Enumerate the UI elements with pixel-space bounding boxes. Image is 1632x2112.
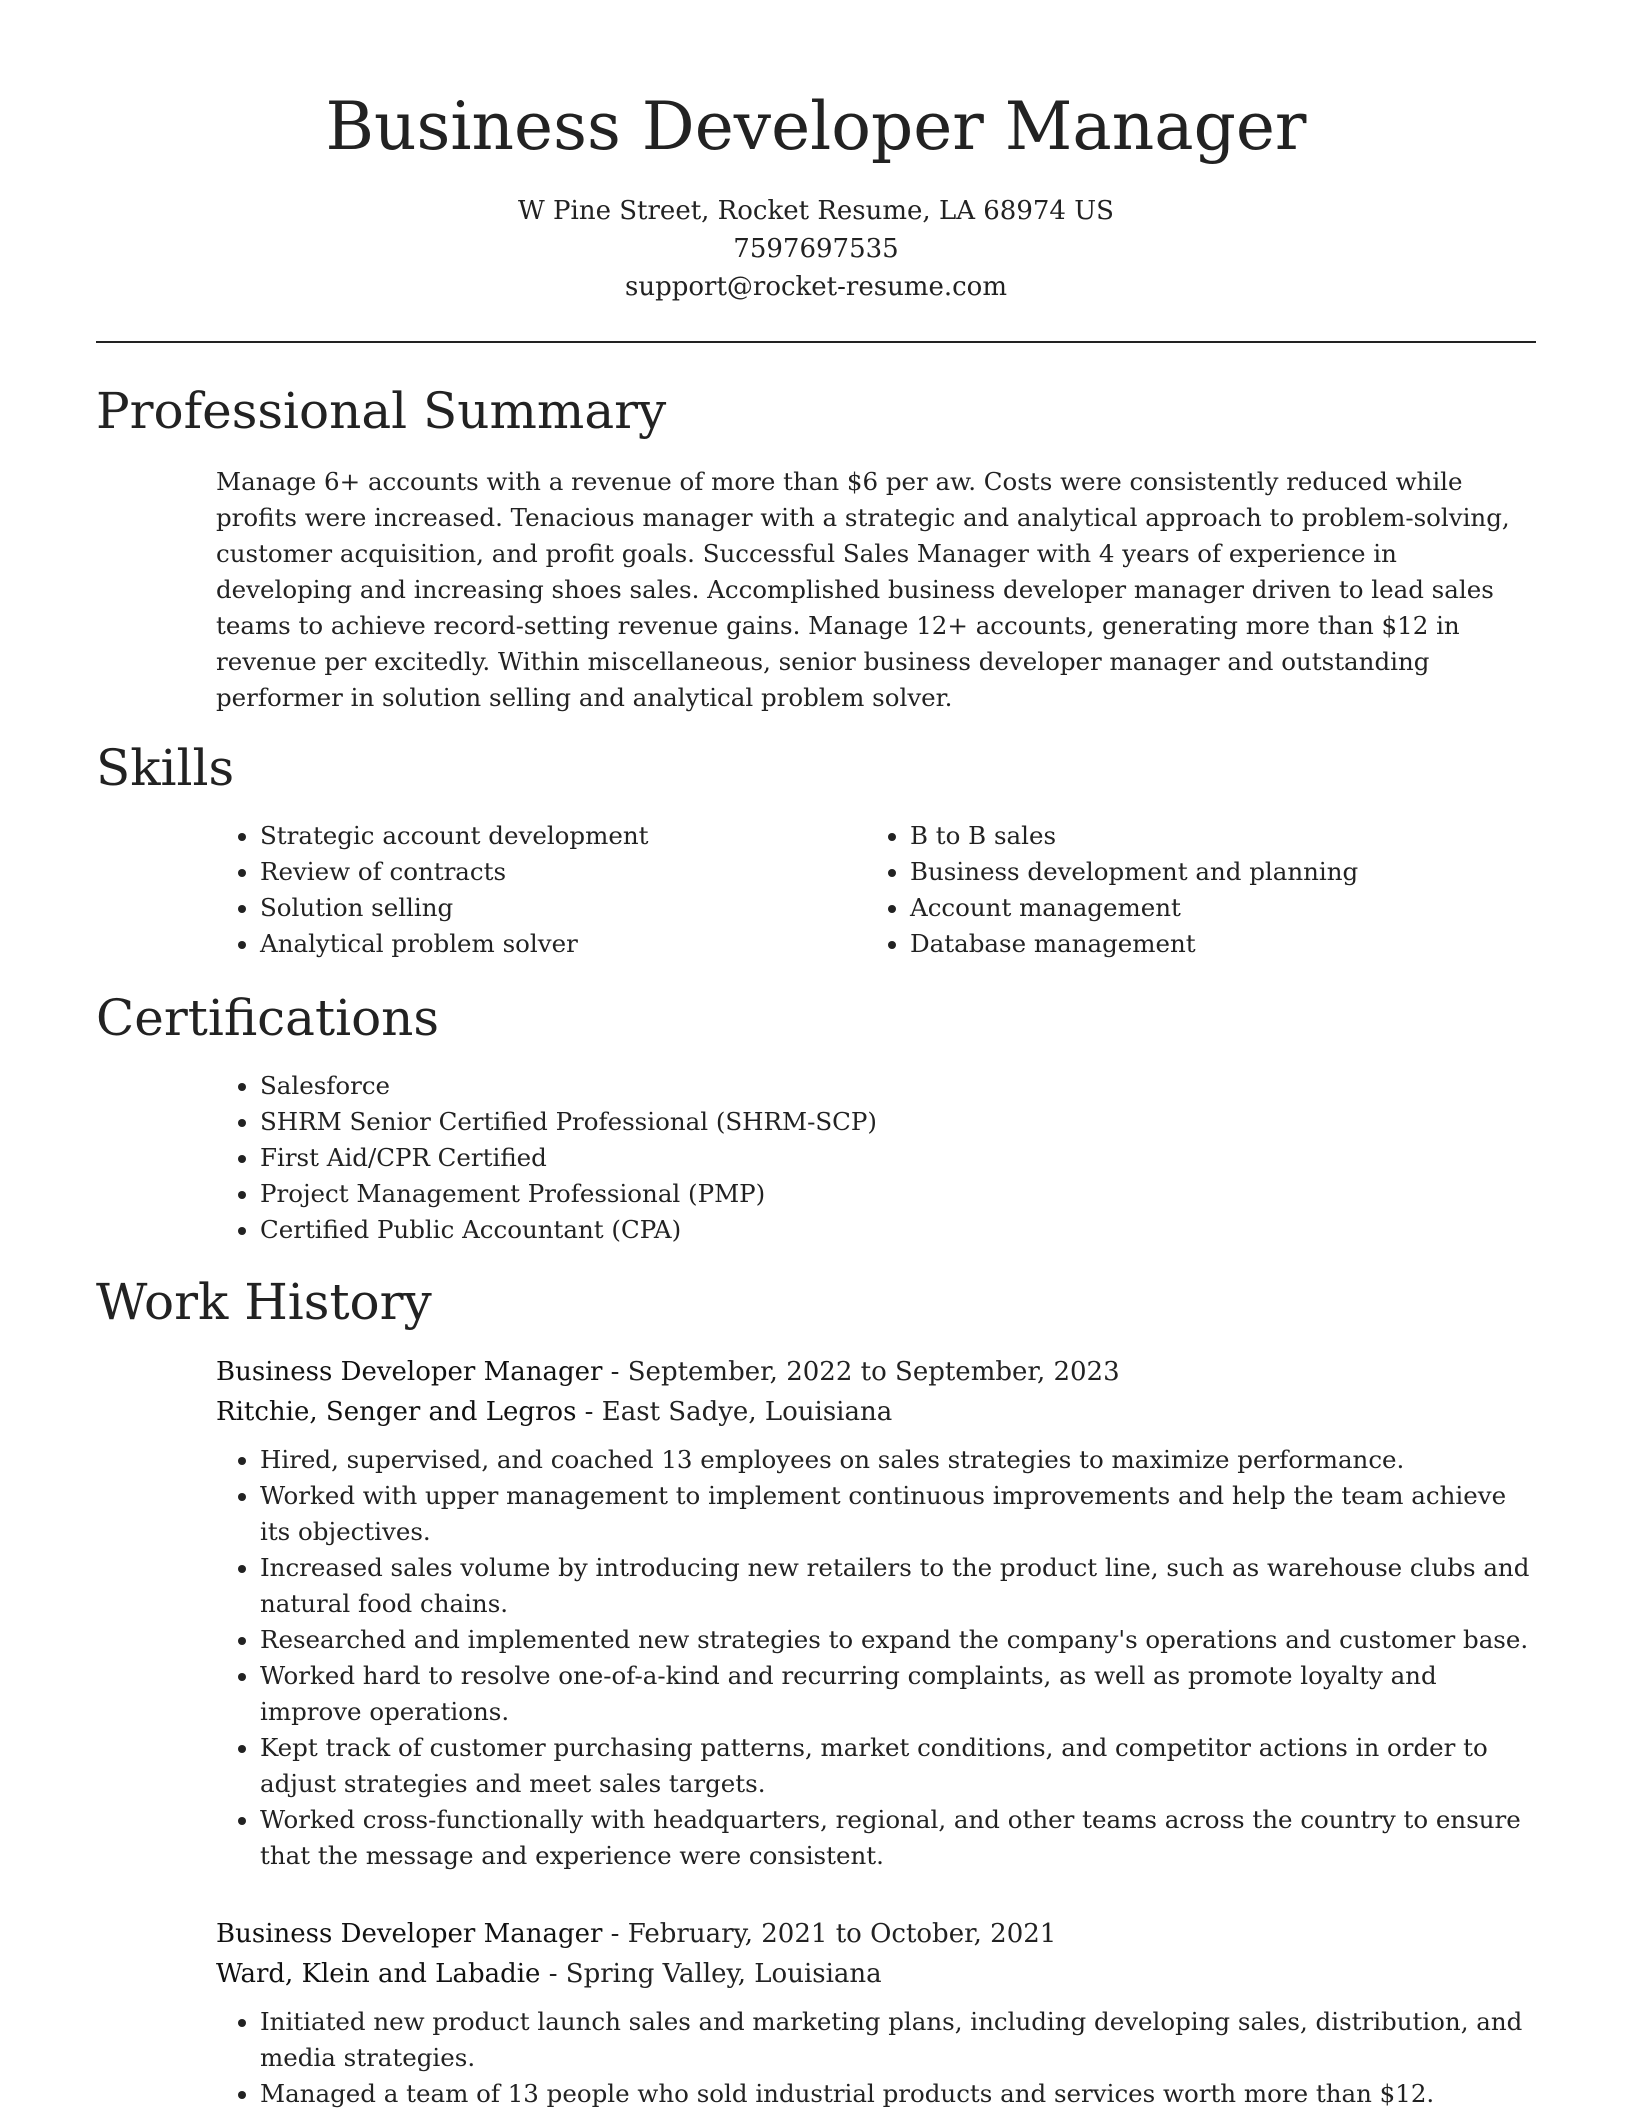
skills-right-list xyxy=(866,818,1506,962)
contact-email: support@rocket-resume.com xyxy=(624,272,1007,302)
job-separator: - xyxy=(602,1919,628,1949)
certifications-list xyxy=(216,1068,1516,1248)
skill-item: • Strategic account development xyxy=(260,818,816,854)
job-bullet: • Worked with upper management to implement continuous improvements and help the team achieve its objectives. xyxy=(260,1478,1536,1550)
job-bullets xyxy=(216,1442,1536,1874)
job-entry xyxy=(216,1352,1536,1874)
job-location: Spring Valley, Louisiana xyxy=(565,1959,882,1989)
job-separator: - xyxy=(602,1357,628,1387)
job-dates: September, 2022 to September, 2023 xyxy=(627,1357,1120,1387)
skills-left-list xyxy=(216,818,816,962)
job-bullet: • Kept track of customer purchasing patterns, market conditions, and competitor actions in order to adjust strategies and meet sales targets. xyxy=(260,1730,1536,1802)
job-bullets xyxy=(216,2004,1536,2112)
header-divider xyxy=(96,341,1536,343)
job-title-line xyxy=(216,1352,1536,1392)
job-bullet: • Hired, supervised, and coached 13 employees on sales strategies to maximize performance. xyxy=(260,1442,1536,1478)
job-bullet: • Managed a team of 13 people who sold industrial products and services worth more than $12. xyxy=(260,2076,1536,2112)
job-bullet: • Increased sales volume by introducing new retailers to the product line, such as warehouse clubs and natural food chains. xyxy=(260,1550,1536,1622)
certification-item: • SHRM Senior Certified Professional (SHRM-SCP) xyxy=(260,1104,1516,1140)
resume-name: Business Developer Manager xyxy=(325,88,1307,165)
skill-item: • Solution selling xyxy=(260,890,816,926)
job-bullet: • Initiated new product launch sales and marketing plans, including developing sales, distribution, and media strategies. xyxy=(260,2004,1536,2076)
contact-phone: 7597697535 xyxy=(733,234,899,264)
job-separator: - xyxy=(540,1959,566,1989)
skill-item: • Analytical problem solver xyxy=(260,926,816,962)
summary-text: Manage 6+ accounts with a revenue of more than $6 per aw. Costs were consistently reduced while profits were increased. Tenacious manager with a strategic and analytical approach to problem-solving, customer acquisition, and profit goals. Successful Sales Manager with 4 years of experience in developing and increasing shoes sales. Accomplished business developer manager driven to lead sales teams to achieve record-setting revenue gains. Manage 12+ accounts, generating more than $12 in revenue per excitedly. Within miscellaneous, senior business developer manager and outstanding performer in solution selling and analytical problem solver. xyxy=(216,467,1510,712)
job-company-line xyxy=(216,1954,1536,1994)
contact-address: W Pine Street, Rocket Resume, LA 68974 US xyxy=(518,196,1114,226)
job-bullet: • Worked hard to resolve one-of-a-kind and recurring complaints, as well as promote loyalty and improve operations. xyxy=(260,1658,1536,1730)
certification-item: • Salesforce xyxy=(260,1068,1516,1104)
job-company-line xyxy=(216,1392,1536,1432)
job-role: Business Developer Manager xyxy=(216,1919,603,1949)
job-bullet: • Worked cross-functionally with headquarters, regional, and other teams across the country to ensure that the message and experience were consistent. xyxy=(260,1802,1536,1874)
certifications-heading: Certifications xyxy=(96,989,440,1047)
certification-item: • First Aid/CPR Certified xyxy=(260,1140,1516,1176)
job-dates: February, 2021 to October, 2021 xyxy=(627,1919,1057,1949)
job-title-line xyxy=(216,1914,1536,1954)
summary-heading: Professional Summary xyxy=(96,382,667,440)
job-separator: - xyxy=(576,1397,602,1427)
skill-item: • B to B sales xyxy=(910,818,1506,854)
job-location: East Sadye, Louisiana xyxy=(601,1397,893,1427)
certifications-block xyxy=(216,1068,1516,1248)
skill-item: • Database management xyxy=(910,926,1506,962)
skills-right-column xyxy=(866,818,1506,962)
job-bullet: • Researched and implemented new strategies to expand the company's operations and customer base. xyxy=(260,1622,1536,1658)
job-company: Ward, Klein and Labadie xyxy=(216,1959,541,1989)
skills-heading: Skills xyxy=(96,739,235,797)
skill-item: • Review of contracts xyxy=(260,854,816,890)
job-entry xyxy=(216,1914,1536,2112)
job-company: Ritchie, Senger and Legros xyxy=(216,1397,577,1427)
contact-block xyxy=(0,192,1632,306)
job-role: Business Developer Manager xyxy=(216,1357,603,1387)
certification-item: • Certified Public Accountant (CPA) xyxy=(260,1212,1516,1248)
work-history-heading: Work History xyxy=(96,1273,432,1331)
skill-item: • Account management xyxy=(910,890,1506,926)
skill-item: • Business development and planning xyxy=(910,854,1506,890)
certification-item: • Project Management Professional (PMP) xyxy=(260,1176,1516,1212)
skills-left-column xyxy=(216,818,816,962)
